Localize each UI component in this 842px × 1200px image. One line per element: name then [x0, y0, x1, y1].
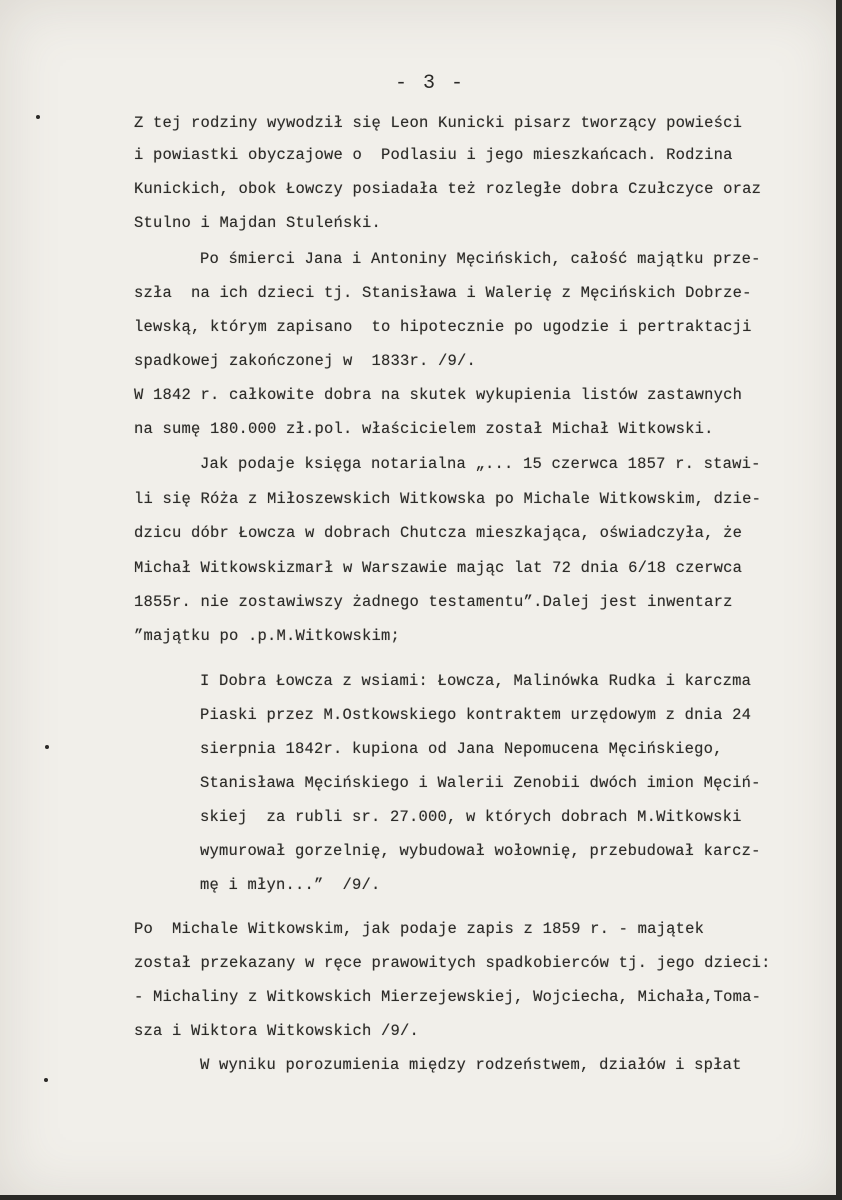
text-line: 1855r. nie zostawiwszy żadnego testamentu”.Dalej jest inwentarz	[134, 593, 733, 611]
text-line: li się Róża z Miłoszewskich Witkowska po Michale Witkowskim, dzie-	[134, 490, 762, 508]
text-line: Stanisława Męcińskiego i Walerii Zenobii dwóch imion Męciń-	[200, 774, 761, 792]
text-line: spadkowej zakończonej w 1833r. /9/.	[134, 352, 477, 370]
text-line: Z tej rodziny wywodził się Leon Kunicki pisarz tworzący powieści	[134, 114, 743, 132]
margin-mark	[45, 745, 49, 749]
page-number: - 3 -	[395, 72, 466, 95]
text-line: mę i młyn...” /9/.	[200, 876, 381, 894]
text-line: został przekazany w ręce prawowitych spadkobierców tj. jego dzieci:	[134, 954, 771, 972]
text-line: na sumę 180.000 zł.pol. właścicielem został Michał Witkowski.	[134, 420, 714, 438]
margin-mark	[36, 115, 40, 119]
text-line: Piaski przez M.Ostkowskiego kontraktem urzędowym z dnia 24	[200, 706, 752, 724]
text-line: Stulno i Majdan Stuleński.	[134, 214, 382, 232]
text-line: lewską, którym zapisano to hipotecznie po ugodzie i pertraktacji	[134, 318, 752, 336]
text-line: sierpnia 1842r. kupiona od Jana Nepomucena Męcińskiego,	[200, 740, 723, 758]
scan-border-right	[836, 0, 842, 1200]
text-line: Po Michale Witkowskim, jak podaje zapis z 1859 r. - majątek	[134, 920, 705, 938]
text-line: ”majątku po .p.M.Witkowskim;	[134, 627, 401, 645]
text-line: i powiastki obyczajowe o Podlasiu i jego mieszkańcach. Rodzina	[134, 146, 733, 164]
text-line: sza i Wiktora Witkowskich /9/.	[134, 1022, 420, 1040]
scan-border-bottom	[0, 1195, 842, 1200]
text-line: W wyniku porozumienia między rodzeństwem, działów i spłat	[200, 1056, 742, 1074]
text-line: szła na ich dzieci tj. Stanisława i Walerię z Męcińskich Dobrze-	[134, 284, 752, 302]
margin-mark	[44, 1078, 48, 1082]
text-line: Jak podaje księga notarialna „... 15 czerwca 1857 r. stawi-	[200, 455, 761, 473]
text-line: - Michaliny z Witkowskich Mierzejewskiej, Wojciecha, Michała,Toma-	[134, 988, 762, 1006]
text-line: W 1842 r. całkowite dobra na skutek wykupienia listów zastawnych	[134, 386, 743, 404]
text-line: Po śmierci Jana i Antoniny Męcińskich, całość majątku prze-	[200, 250, 761, 268]
text-line: dzicu dóbr Łowcza w dobrach Chutcza mieszkająca, oświadczyła, że	[134, 524, 743, 542]
text-line: skiej za rubli sr. 27.000, w których dobrach M.Witkowski	[200, 808, 742, 826]
text-line: Kunickich, obok Łowczy posiadała też rozległe dobra Czułczyce oraz	[134, 180, 762, 198]
text-line: I Dobra Łowcza z wsiami: Łowcza, Malinówka Rudka i karczma	[200, 672, 752, 690]
text-line: wymurował gorzelnię, wybudował wołownię, przebudował karcz-	[200, 842, 761, 860]
text-line: Michał Witkowskizmarł w Warszawie mając lat 72 dnia 6/18 czerwca	[134, 559, 743, 577]
